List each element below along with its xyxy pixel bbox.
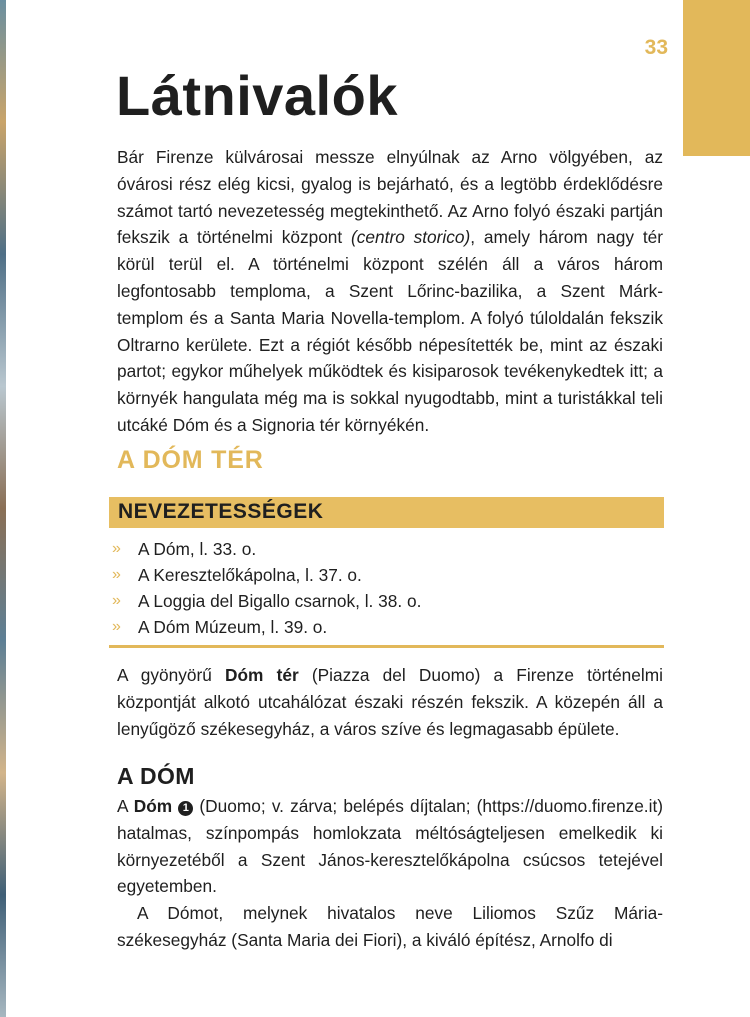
dom-text-1: A <box>117 796 134 816</box>
map-marker-number: 1 <box>178 801 193 816</box>
square-paragraph <box>117 662 663 742</box>
section-heading: A DÓM TÉR <box>117 446 264 474</box>
page-number: 33 <box>644 36 668 59</box>
intro-text-1: Bár Firenze külvárosai messze elnyúlnak az Arno völgyében, az óvárosi rész elég kicsi, gyalog is bejárható, és a legtöbb érdeklődésre számot tartó nevezetesség megtekinthető. Az Arno folyó északi partján fekszik a történelmi központ <box>117 147 663 248</box>
chapter-tab <box>683 0 750 156</box>
list-marker: » <box>112 566 121 583</box>
list-marker: » <box>112 540 121 557</box>
list-item <box>112 614 662 640</box>
sights-box-rule <box>109 645 664 648</box>
list-item <box>112 588 662 614</box>
list-item <box>112 536 662 562</box>
square-text-2: (Piazza del Duomo) a Firenze történelmi központját alkotó utcahálózat északi részén fekszik. A közepén áll a lenyűgöző székesegyház, a város szíve és legmagasabb épülete. <box>117 665 663 739</box>
list-item-text: A Loggia del Bigallo csarnok, l. 38. o. <box>138 591 422 611</box>
intro-italic-term: (centro storico) <box>351 227 471 248</box>
list-item-text: A Keresztelőkápolna, l. 37. o. <box>138 565 362 585</box>
sights-list <box>112 536 662 640</box>
intro-text-2: , amely három nagy tér körül terül el. A történelmi központ szélén áll a város három legfontosabb temploma, a Szent Lőrinc-bazilika, a Szent Márk-templom és a Santa Maria Novella-templom. A folyó túloldalán fekszik Oltrarno kerülete. Ezt a régiót később népesítették be, mint az északi partot; egykor műhelyek működtek és kisiparosok tevékenykedtek itt; a környék hangulata még ma is sokkal nyugodtabb, mint a turistákkal teli utcáké Dóm és a Signoria tér környékén. <box>117 227 663 435</box>
dom-bold-term: Dóm <box>133 796 173 816</box>
dom-paragraph-2: A Dómot, melynek hivatalos neve Liliomos Szűz Mária-székesegyház (Santa Maria dei Fiori), a kiváló építész, Arnolfo di <box>117 903 663 950</box>
square-text-1: A gyönyörű <box>117 665 226 685</box>
list-item-text: A Dóm Múzeum, l. 39. o. <box>138 617 328 637</box>
list-item-text: A Dóm, l. 33. o. <box>138 539 257 559</box>
intro-paragraph <box>117 144 663 439</box>
page-edge-strip <box>0 0 6 1017</box>
dom-text-2: (Duomo; v. zárva; belépés díjtalan; (https://duomo.firenze.it) hatalmas, színpompás homlokzata méltóságteljesen emelkedik ki környezetéből a Szent János-keresztelőkápolna csúcsos tetejével egyetemben. <box>117 796 664 897</box>
sights-box-title: NEVEZETESSÉGEK <box>118 500 324 523</box>
list-marker: » <box>112 618 121 635</box>
square-bold-term: Dóm tér <box>225 665 299 685</box>
dom-heading: A DÓM <box>117 763 195 789</box>
list-item <box>112 562 662 588</box>
page-title: Látnivalók <box>116 64 398 127</box>
list-marker: » <box>112 592 121 609</box>
sights-box-header <box>109 497 664 528</box>
dom-paragraph <box>117 793 663 900</box>
